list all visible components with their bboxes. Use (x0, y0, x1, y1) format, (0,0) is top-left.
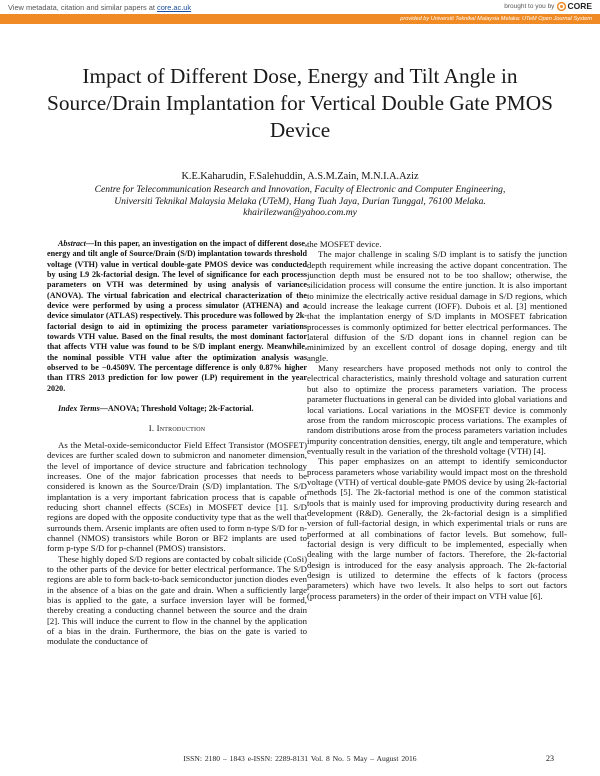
index-terms-text: —ANOVA; Threshold Voltage; 2k-Factorial. (99, 404, 254, 414)
body-paragraph-continued: the MOSFET device. (307, 239, 382, 249)
abstract-lead: Abstract (58, 239, 86, 248)
journal-footer: ISSN: 2180 – 1843 e-ISSN: 2289-8131 Vol. 8 No. 5 May – August 2016 (183, 754, 417, 763)
paper-title: Impact of Different Dose, Energy and Tilt Angle in Source/Drain Implantation for Vertical Double Gate PMOS Device (47, 64, 553, 142)
body-paragraph-3: The major challenge in scaling S/D implant is to satisfy the junction depth requirement while increasing the active dopant concentration. The junction depth must be ensured not to be too shallow; otherwise, the silicidation process will consume the entire junction. It is also important to minimize the electrically active residual damage in S/D regions, which could increase the leakage current (IOFF). Dubois et al. [3] mentioned that the implantation energy of S/D implants in MOSFET fabrication processes is commonly optimized for better electrical performances. The lateral diffusion of the S/D dopant ions in channel region can be minimized by an excellent control of dosage doping, energy and tilt angle. (307, 249, 567, 363)
right-column (307, 239, 567, 601)
body-paragraph-4: Many researchers have proposed methods not only to control the electrical characteristics, mainly threshold voltage and saturation current but also to optimize the process parameters variation. The process parameter fluctuations in general can be divided into global variations and local variations. Local variations in the MOSFET device is commonly arose from the random microscopic process variations. The examples of random distributions arose from the process parameters variation includes impurity concentration densities, energy, tilt angle and temperature, which eventually result in the variation of the threshold voltage (VTH) [4]. (307, 363, 567, 456)
core-metadata-text: View metadata, citation and similar papers at (8, 3, 157, 12)
core-logo (557, 1, 592, 11)
abstract (47, 239, 307, 394)
intro-paragraph-1: As the Metal-oxide-semiconductor Field Effect Transistor (MOSFET) devices are further scaled down to submicron and nanometer dimension, the level of importance of device structure and fabrication technology increases. One of the major fabrication processes that needs to be considered is known as the Source/Drain (S/D) implantation. The S/D implantation is a very important fabrication process that is capable of reducing short channel effects (SCEs) in MOSFET device [1]. S/D regions are doped with the opposite conductivity type that as the well that surrounds them. Arsenic implants are often used to form n-type S/D for n-channel (NMOS) transistors while Boron or BF2 implants are used to form p-type S/D for p-channel (PMOS) transistors. (47, 439, 307, 554)
core-metadata-line (8, 3, 191, 12)
core-brand[interactable] (504, 1, 592, 11)
author-email: khairilezwan@yahoo.com.my (243, 207, 357, 218)
core-brand-text: CORE (567, 1, 592, 11)
core-provider-bar (0, 14, 600, 24)
section-heading-introduction (47, 423, 307, 433)
abstract-text: —In this paper, an investigation on the impact of different dose, energy and tilt angle of Source/Drain (S/D) implantation towards threshold voltage (VTH) value in vertical double-gate PMOS device was conducted by using L9 2k-factorial design. The level of significance for each process parameters on VTH was determined by using analysis of variance (ANOVA). The virtual fabrication and electrical characterization of the device were performed by using a process simulator (ATHENA) and a device simulator (ATLAS) respectively. This procedure was followed by 2k-factorial design to aid in optimizing the process parameter variations towards VTH value. Based on the final results, the most dominant factor that affects VTH value was found to be S/D implant energy. Meanwhile, the nominal possible VTH value after the optimization analysis was observed to be −0.4509V. The percentage difference is only 0.87% higher than ITRS 2013 prediction for low power (LP) requirement in the year 2020. (47, 239, 307, 393)
intro-paragraph-2: These highly doped S/D regions are contacted by cobalt silicide (CoSi) to the other parts of the device for better electrical performance. The S/D regions are able to form back-to-back semiconductor junction diodes even in the absence of a bias on the gate and drain. When a sufficiently large bias is applied to the gate, a surface inversion layer will be formed, thereby creating a conducting channel between the source and the drain [2]. This will induce the current to flow in the channel by the application of a bias in the drain. Furthermore, the bias on the gate is varied to modulate the conductance of (47, 553, 307, 647)
paper-authors: K.E.Kaharudin, F.Salehuddin, A.S.M.Zain, M.N.I.A.Aziz (181, 171, 419, 182)
affiliation-line-2: Universiti Teknikal Malaysia Melaka (UTeM), Hang Tuah Jaya, Durian Tunggal, 76100 Melaka. (114, 195, 486, 207)
brought-by-text: brought to you by (504, 2, 555, 10)
left-column (47, 239, 307, 647)
page-number: 23 (546, 754, 554, 763)
core-provider-text[interactable]: provided by Universiti Teknikal Malaysia Melaka: UTeM Open Journal System (400, 16, 592, 22)
section-number: I. (148, 422, 155, 433)
paper-affiliation (60, 184, 540, 219)
core-link[interactable]: core.ac.uk (157, 3, 192, 12)
index-terms-lead: Index Terms (58, 404, 100, 414)
core-logo-icon (557, 2, 566, 11)
core-banner (0, 0, 600, 14)
affiliation-line-1: Centre for Telecommunication Research and Innovation, Faculty of Electronic and Computer Engineering, (94, 184, 506, 195)
body-paragraph-5: This paper emphasizes on an attempt to identify semiconductor process parameters whose variability would impact most on the threshold voltage (VTH) of vertical double-gate PMOS device by using 2k-factorial methods [5]. The 2k-factorial method is one of the common statistical tools that is mainly used for improving productivity during research and development (R&D). Generally, the 2k-factorial design is a simplified version of full-factorial design, in which experimental trials or runs are performed at all combinations of factor levels. But somehow, full-factorial design is very difficult to be implemented, especially when dealing with the large number of factors. Therefore, the 2k-factorial design is introduced for the easy analysis approach. The 2k-factorial design is utilized to determine the effects of k factors (process parameters) which have two levels. It also helps to sort out factors (process parameters) in the order of their impact on VTH value [6]. (307, 456, 567, 601)
section-title: Introduction (156, 422, 206, 433)
index-terms (47, 404, 307, 414)
